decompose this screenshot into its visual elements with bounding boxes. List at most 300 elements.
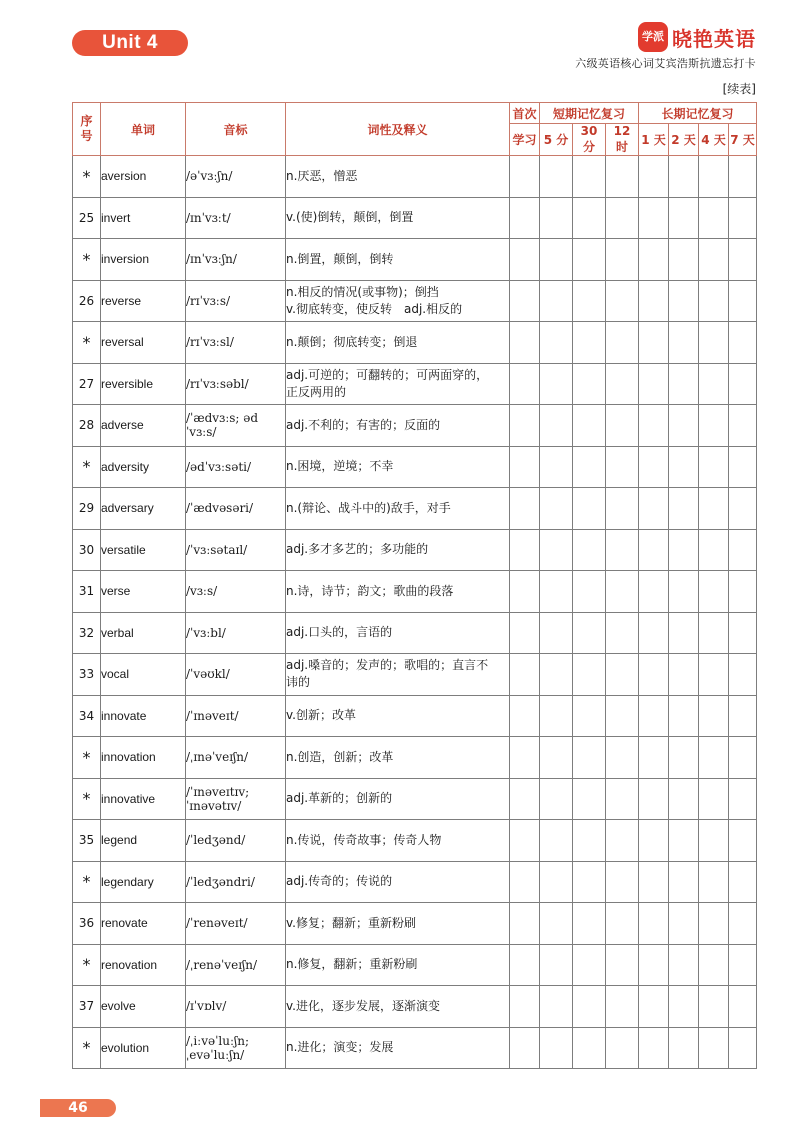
check-5m[interactable] xyxy=(540,820,573,862)
phonetic xyxy=(186,322,286,364)
check-first[interactable] xyxy=(510,571,540,613)
check-7d[interactable] xyxy=(729,446,757,488)
definition xyxy=(286,197,510,239)
check-5m[interactable] xyxy=(540,903,573,945)
check-2d[interactable] xyxy=(669,156,699,198)
check-7d[interactable] xyxy=(729,778,757,820)
check-2d[interactable] xyxy=(669,571,699,613)
check-30m[interactable] xyxy=(573,695,606,737)
check-4d[interactable] xyxy=(699,322,729,364)
check-12h[interactable] xyxy=(606,861,639,903)
definition-line: n.厌恶，憎恶 xyxy=(286,168,358,183)
definition xyxy=(286,903,510,945)
row-number: 26 xyxy=(73,280,101,322)
definition-line: n.诗，诗节；韵文；歌曲的段落 xyxy=(286,583,454,598)
check-1d[interactable] xyxy=(639,820,669,862)
check-2d[interactable] xyxy=(669,197,699,239)
check-12h[interactable] xyxy=(606,529,639,571)
check-first[interactable] xyxy=(510,612,540,654)
word: evolution xyxy=(101,1027,186,1069)
check-first[interactable] xyxy=(510,778,540,820)
check-first[interactable] xyxy=(510,861,540,903)
check-5m[interactable] xyxy=(540,612,573,654)
definition-line: v.修复；翻新；重新粉刷 xyxy=(286,915,416,930)
check-30m[interactable] xyxy=(573,737,606,779)
definition-line: n.(辩论、战斗中的)敌手，对手 xyxy=(286,500,451,515)
definition xyxy=(286,778,510,820)
row-number: 36 xyxy=(73,903,101,945)
check-1d[interactable] xyxy=(639,488,669,530)
check-first[interactable] xyxy=(510,654,540,696)
check-12h[interactable] xyxy=(606,239,639,281)
check-first[interactable] xyxy=(510,1027,540,1069)
check-2d[interactable] xyxy=(669,695,699,737)
word: adversity xyxy=(101,446,186,488)
vocab-table xyxy=(72,102,757,1069)
check-1d[interactable] xyxy=(639,737,669,779)
check-7d[interactable] xyxy=(729,654,757,696)
check-2d[interactable] xyxy=(669,737,699,779)
word: adverse xyxy=(101,405,186,447)
check-2d[interactable] xyxy=(669,1027,699,1069)
table-row xyxy=(73,488,757,530)
phonetic xyxy=(186,944,286,986)
check-2d[interactable] xyxy=(669,322,699,364)
definition xyxy=(286,239,510,281)
row-number: * xyxy=(73,446,101,488)
check-4d[interactable] xyxy=(699,778,729,820)
phonetic-line: ˈɪnəvətɪv/ xyxy=(186,798,242,813)
table-row xyxy=(73,986,757,1028)
check-1d[interactable] xyxy=(639,695,669,737)
check-first[interactable] xyxy=(510,156,540,198)
check-first[interactable] xyxy=(510,363,540,405)
check-5m[interactable] xyxy=(540,861,573,903)
row-number: * xyxy=(73,737,101,779)
check-2d[interactable] xyxy=(669,529,699,571)
check-4d[interactable] xyxy=(699,239,729,281)
check-2d[interactable] xyxy=(669,986,699,1028)
check-2d[interactable] xyxy=(669,903,699,945)
check-5m[interactable] xyxy=(540,1027,573,1069)
definition xyxy=(286,695,510,737)
table-row xyxy=(73,778,757,820)
table-row xyxy=(73,571,757,613)
definition xyxy=(286,446,510,488)
phonetic-line: /ˌiːvəˈluːʃn; xyxy=(186,1033,250,1048)
phonetic xyxy=(186,446,286,488)
check-12h[interactable] xyxy=(606,695,639,737)
check-2d[interactable] xyxy=(669,944,699,986)
check-first[interactable] xyxy=(510,820,540,862)
check-30m[interactable] xyxy=(573,446,606,488)
check-first[interactable] xyxy=(510,737,540,779)
check-1d[interactable] xyxy=(639,529,669,571)
header-short: 短期记忆复习 xyxy=(540,103,639,124)
definition-line: adj.传奇的；传说的 xyxy=(286,874,393,889)
check-30m[interactable] xyxy=(573,363,606,405)
check-12h[interactable] xyxy=(606,903,639,945)
check-1d[interactable] xyxy=(639,986,669,1028)
header-long-4d: 4 天 xyxy=(699,124,729,156)
check-2d[interactable] xyxy=(669,612,699,654)
check-12h[interactable] xyxy=(606,944,639,986)
check-first[interactable] xyxy=(510,903,540,945)
phonetic-line: /ˈædvəsəri/ xyxy=(186,501,254,516)
check-first[interactable] xyxy=(510,529,540,571)
check-4d[interactable] xyxy=(699,156,729,198)
word: innovation xyxy=(101,737,186,779)
check-4d[interactable] xyxy=(699,695,729,737)
check-5m[interactable] xyxy=(540,737,573,779)
check-30m[interactable] xyxy=(573,488,606,530)
check-30m[interactable] xyxy=(573,322,606,364)
check-30m[interactable] xyxy=(573,529,606,571)
row-number: * xyxy=(73,322,101,364)
phonetic xyxy=(186,197,286,239)
check-12h[interactable] xyxy=(606,446,639,488)
check-5m[interactable] xyxy=(540,488,573,530)
brand-subtitle: 六级英语核心词艾宾浩斯抗遗忘打卡 xyxy=(575,57,756,70)
check-4d[interactable] xyxy=(699,363,729,405)
check-5m[interactable] xyxy=(540,695,573,737)
check-7d[interactable] xyxy=(729,405,757,447)
check-12h[interactable] xyxy=(606,322,639,364)
check-4d[interactable] xyxy=(699,488,729,530)
check-4d[interactable] xyxy=(699,986,729,1028)
definition-line: v.(使)倒转，颠倒，倒置 xyxy=(286,210,414,225)
phonetic-line: /ˈrenəveɪt/ xyxy=(186,916,248,931)
check-30m[interactable] xyxy=(573,986,606,1028)
check-4d[interactable] xyxy=(699,1027,729,1069)
definition xyxy=(286,944,510,986)
phonetic xyxy=(186,1027,286,1069)
phonetic-line: /ˈɪnəveɪtɪv; xyxy=(186,784,250,799)
definition xyxy=(286,1027,510,1069)
definition-line: v.创新；改革 xyxy=(286,708,356,723)
row-number: 32 xyxy=(73,612,101,654)
check-12h[interactable] xyxy=(606,405,639,447)
word: renovation xyxy=(101,944,186,986)
check-2d[interactable] xyxy=(669,280,699,322)
header-short-5m: 5 分 xyxy=(540,124,573,156)
table-row xyxy=(73,156,757,198)
check-7d[interactable] xyxy=(729,197,757,239)
definition xyxy=(286,322,510,364)
definition-line: v.彻底转变，使反转 adj.相反的 xyxy=(286,301,463,316)
phonetic-line: /ˈvɜːsətaɪl/ xyxy=(186,542,248,557)
check-30m[interactable] xyxy=(573,944,606,986)
check-7d[interactable] xyxy=(729,820,757,862)
check-12h[interactable] xyxy=(606,1027,639,1069)
definition xyxy=(286,571,510,613)
definition-line: adj.嗓音的；发声的；歌唱的；直言不 xyxy=(286,658,489,673)
check-2d[interactable] xyxy=(669,820,699,862)
word: innovate xyxy=(101,695,186,737)
row-number: 34 xyxy=(73,695,101,737)
check-4d[interactable] xyxy=(699,446,729,488)
check-5m[interactable] xyxy=(540,944,573,986)
definition-line: n.修复，翻新；重新粉刷 xyxy=(286,957,418,972)
row-number: 33 xyxy=(73,654,101,696)
check-first[interactable] xyxy=(510,197,540,239)
check-5m[interactable] xyxy=(540,239,573,281)
check-first[interactable] xyxy=(510,322,540,364)
check-5m[interactable] xyxy=(540,778,573,820)
check-1d[interactable] xyxy=(639,322,669,364)
phonetic-line: ˌevəˈluːʃn/ xyxy=(186,1047,245,1062)
phonetic-line: /rɪˈvɜːs/ xyxy=(186,293,231,308)
check-1d[interactable] xyxy=(639,861,669,903)
check-30m[interactable] xyxy=(573,571,606,613)
check-30m[interactable] xyxy=(573,861,606,903)
definition xyxy=(286,529,510,571)
check-1d[interactable] xyxy=(639,239,669,281)
phonetic xyxy=(186,612,286,654)
word: invert xyxy=(101,197,186,239)
header-def: 词性及释义 xyxy=(286,103,510,156)
definition xyxy=(286,280,510,322)
phonetic-line: /ˈvɜːbl/ xyxy=(186,625,226,640)
phonetic xyxy=(186,695,286,737)
check-7d[interactable] xyxy=(729,239,757,281)
check-30m[interactable] xyxy=(573,820,606,862)
row-number: * xyxy=(73,778,101,820)
check-1d[interactable] xyxy=(639,1027,669,1069)
check-5m[interactable] xyxy=(540,446,573,488)
definition-line: n.进化；演变；发展 xyxy=(286,1040,394,1055)
phonetic-line: /ˈledʒənd/ xyxy=(186,833,246,848)
check-2d[interactable] xyxy=(669,861,699,903)
check-2d[interactable] xyxy=(669,363,699,405)
vocab-body xyxy=(73,156,757,1069)
phonetic xyxy=(186,986,286,1028)
check-4d[interactable] xyxy=(699,405,729,447)
check-first[interactable] xyxy=(510,405,540,447)
check-4d[interactable] xyxy=(699,612,729,654)
check-30m[interactable] xyxy=(573,778,606,820)
check-1d[interactable] xyxy=(639,654,669,696)
definition xyxy=(286,737,510,779)
check-4d[interactable] xyxy=(699,903,729,945)
check-1d[interactable] xyxy=(639,612,669,654)
table-row xyxy=(73,280,757,322)
check-12h[interactable] xyxy=(606,737,639,779)
check-4d[interactable] xyxy=(699,654,729,696)
definition-line: v.进化，逐步发展，逐渐演变 xyxy=(286,998,440,1013)
definition-line: n.相反的情况(或事物)；倒挡 xyxy=(286,284,439,299)
row-number: * xyxy=(73,156,101,198)
check-2d[interactable] xyxy=(669,446,699,488)
definition-line: 讳的 xyxy=(286,675,311,690)
word: aversion xyxy=(101,156,186,198)
continued-tag: [续表] xyxy=(722,82,756,96)
check-7d[interactable] xyxy=(729,986,757,1028)
check-first[interactable] xyxy=(510,986,540,1028)
check-first[interactable] xyxy=(510,239,540,281)
check-30m[interactable] xyxy=(573,197,606,239)
header-long: 长期记忆复习 xyxy=(639,103,757,124)
row-number: * xyxy=(73,944,101,986)
check-7d[interactable] xyxy=(729,529,757,571)
row-number: * xyxy=(73,239,101,281)
check-2d[interactable] xyxy=(669,488,699,530)
phonetic xyxy=(186,529,286,571)
word: evolve xyxy=(101,986,186,1028)
check-7d[interactable] xyxy=(729,156,757,198)
check-30m[interactable] xyxy=(573,612,606,654)
phonetic-line: /ˈvəʊkl/ xyxy=(186,667,230,682)
check-12h[interactable] xyxy=(606,612,639,654)
check-7d[interactable] xyxy=(729,903,757,945)
brand xyxy=(638,22,756,52)
check-30m[interactable] xyxy=(573,405,606,447)
check-first[interactable] xyxy=(510,446,540,488)
phonetic xyxy=(186,280,286,322)
check-1d[interactable] xyxy=(639,571,669,613)
check-5m[interactable] xyxy=(540,197,573,239)
definition xyxy=(286,654,510,696)
header-short-30m: 30 分 xyxy=(573,124,606,156)
check-2d[interactable] xyxy=(669,654,699,696)
check-first[interactable] xyxy=(510,944,540,986)
definition-line: adj.不利的；有害的；反面的 xyxy=(286,417,441,432)
check-4d[interactable] xyxy=(699,737,729,779)
check-5m[interactable] xyxy=(540,405,573,447)
row-number: 30 xyxy=(73,529,101,571)
check-12h[interactable] xyxy=(606,571,639,613)
table-row xyxy=(73,612,757,654)
unit-label: Unit 4 xyxy=(72,30,188,56)
phonetic xyxy=(186,820,286,862)
definition-line: n.困境，逆境；不幸 xyxy=(286,459,394,474)
check-5m[interactable] xyxy=(540,986,573,1028)
check-1d[interactable] xyxy=(639,156,669,198)
phonetic-line: /ˈædvɜːs; ədˈvɜːs/ xyxy=(186,411,259,440)
definition-line: n.创造，创新；改革 xyxy=(286,749,394,764)
check-12h[interactable] xyxy=(606,280,639,322)
check-7d[interactable] xyxy=(729,363,757,405)
word: legend xyxy=(101,820,186,862)
phonetic-line: /vɜːs/ xyxy=(186,584,218,599)
table-row xyxy=(73,695,757,737)
check-7d[interactable] xyxy=(729,322,757,364)
check-4d[interactable] xyxy=(699,280,729,322)
check-4d[interactable] xyxy=(699,571,729,613)
check-5m[interactable] xyxy=(540,529,573,571)
check-1d[interactable] xyxy=(639,778,669,820)
check-first[interactable] xyxy=(510,695,540,737)
check-12h[interactable] xyxy=(606,156,639,198)
phonetic xyxy=(186,239,286,281)
phonetic-line: /ɪnˈvɜːʃn/ xyxy=(186,252,237,267)
check-7d[interactable] xyxy=(729,737,757,779)
phonetic xyxy=(186,363,286,405)
check-30m[interactable] xyxy=(573,903,606,945)
check-1d[interactable] xyxy=(639,944,669,986)
check-7d[interactable] xyxy=(729,571,757,613)
table-row xyxy=(73,903,757,945)
check-1d[interactable] xyxy=(639,446,669,488)
phonetic-line: /rɪˈvɜːsl/ xyxy=(186,335,234,350)
check-12h[interactable] xyxy=(606,488,639,530)
table-row xyxy=(73,737,757,779)
check-7d[interactable] xyxy=(729,1027,757,1069)
check-12h[interactable] xyxy=(606,986,639,1028)
definition-line: n.传说，传奇故事；传奇人物 xyxy=(286,832,442,847)
check-4d[interactable] xyxy=(699,529,729,571)
check-5m[interactable] xyxy=(540,156,573,198)
word: reversible xyxy=(101,363,186,405)
phonetic-line: /ɪˈvɒlv/ xyxy=(186,999,227,1014)
check-12h[interactable] xyxy=(606,654,639,696)
check-first[interactable] xyxy=(510,280,540,322)
phonetic xyxy=(186,861,286,903)
check-2d[interactable] xyxy=(669,239,699,281)
check-4d[interactable] xyxy=(699,820,729,862)
check-1d[interactable] xyxy=(639,405,669,447)
check-7d[interactable] xyxy=(729,695,757,737)
check-30m[interactable] xyxy=(573,1027,606,1069)
definition xyxy=(286,405,510,447)
check-30m[interactable] xyxy=(573,654,606,696)
phonetic-line: /əˈvɜːʃn/ xyxy=(186,169,233,184)
check-4d[interactable] xyxy=(699,861,729,903)
check-7d[interactable] xyxy=(729,612,757,654)
check-30m[interactable] xyxy=(573,156,606,198)
check-1d[interactable] xyxy=(639,903,669,945)
row-number: 35 xyxy=(73,820,101,862)
word: versatile xyxy=(101,529,186,571)
check-2d[interactable] xyxy=(669,778,699,820)
phonetic-line: /rɪˈvɜːsəbl/ xyxy=(186,376,249,391)
check-1d[interactable] xyxy=(639,197,669,239)
header-first-sub: 学习 xyxy=(510,124,540,156)
check-2d[interactable] xyxy=(669,405,699,447)
check-5m[interactable] xyxy=(540,363,573,405)
check-5m[interactable] xyxy=(540,571,573,613)
header-short-12h: 12 时 xyxy=(606,124,639,156)
word: innovative xyxy=(101,778,186,820)
check-5m[interactable] xyxy=(540,280,573,322)
phonetic-line: /ˌɪnəˈveɪʃn/ xyxy=(186,750,249,765)
check-30m[interactable] xyxy=(573,239,606,281)
check-1d[interactable] xyxy=(639,280,669,322)
check-12h[interactable] xyxy=(606,820,639,862)
header-long-7d: 7 天 xyxy=(729,124,757,156)
check-12h[interactable] xyxy=(606,778,639,820)
check-12h[interactable] xyxy=(606,363,639,405)
check-12h[interactable] xyxy=(606,197,639,239)
check-4d[interactable] xyxy=(699,944,729,986)
check-first[interactable] xyxy=(510,488,540,530)
check-30m[interactable] xyxy=(573,280,606,322)
table-row xyxy=(73,405,757,447)
check-1d[interactable] xyxy=(639,363,669,405)
row-number: 27 xyxy=(73,363,101,405)
check-5m[interactable] xyxy=(540,654,573,696)
check-7d[interactable] xyxy=(729,944,757,986)
word: adversary xyxy=(101,488,186,530)
check-7d[interactable] xyxy=(729,280,757,322)
check-4d[interactable] xyxy=(699,197,729,239)
check-5m[interactable] xyxy=(540,322,573,364)
row-number: * xyxy=(73,861,101,903)
check-7d[interactable] xyxy=(729,488,757,530)
definition-line: adj.可逆的；可翻转的；可两面穿的， xyxy=(286,367,489,382)
check-7d[interactable] xyxy=(729,861,757,903)
table-row xyxy=(73,363,757,405)
